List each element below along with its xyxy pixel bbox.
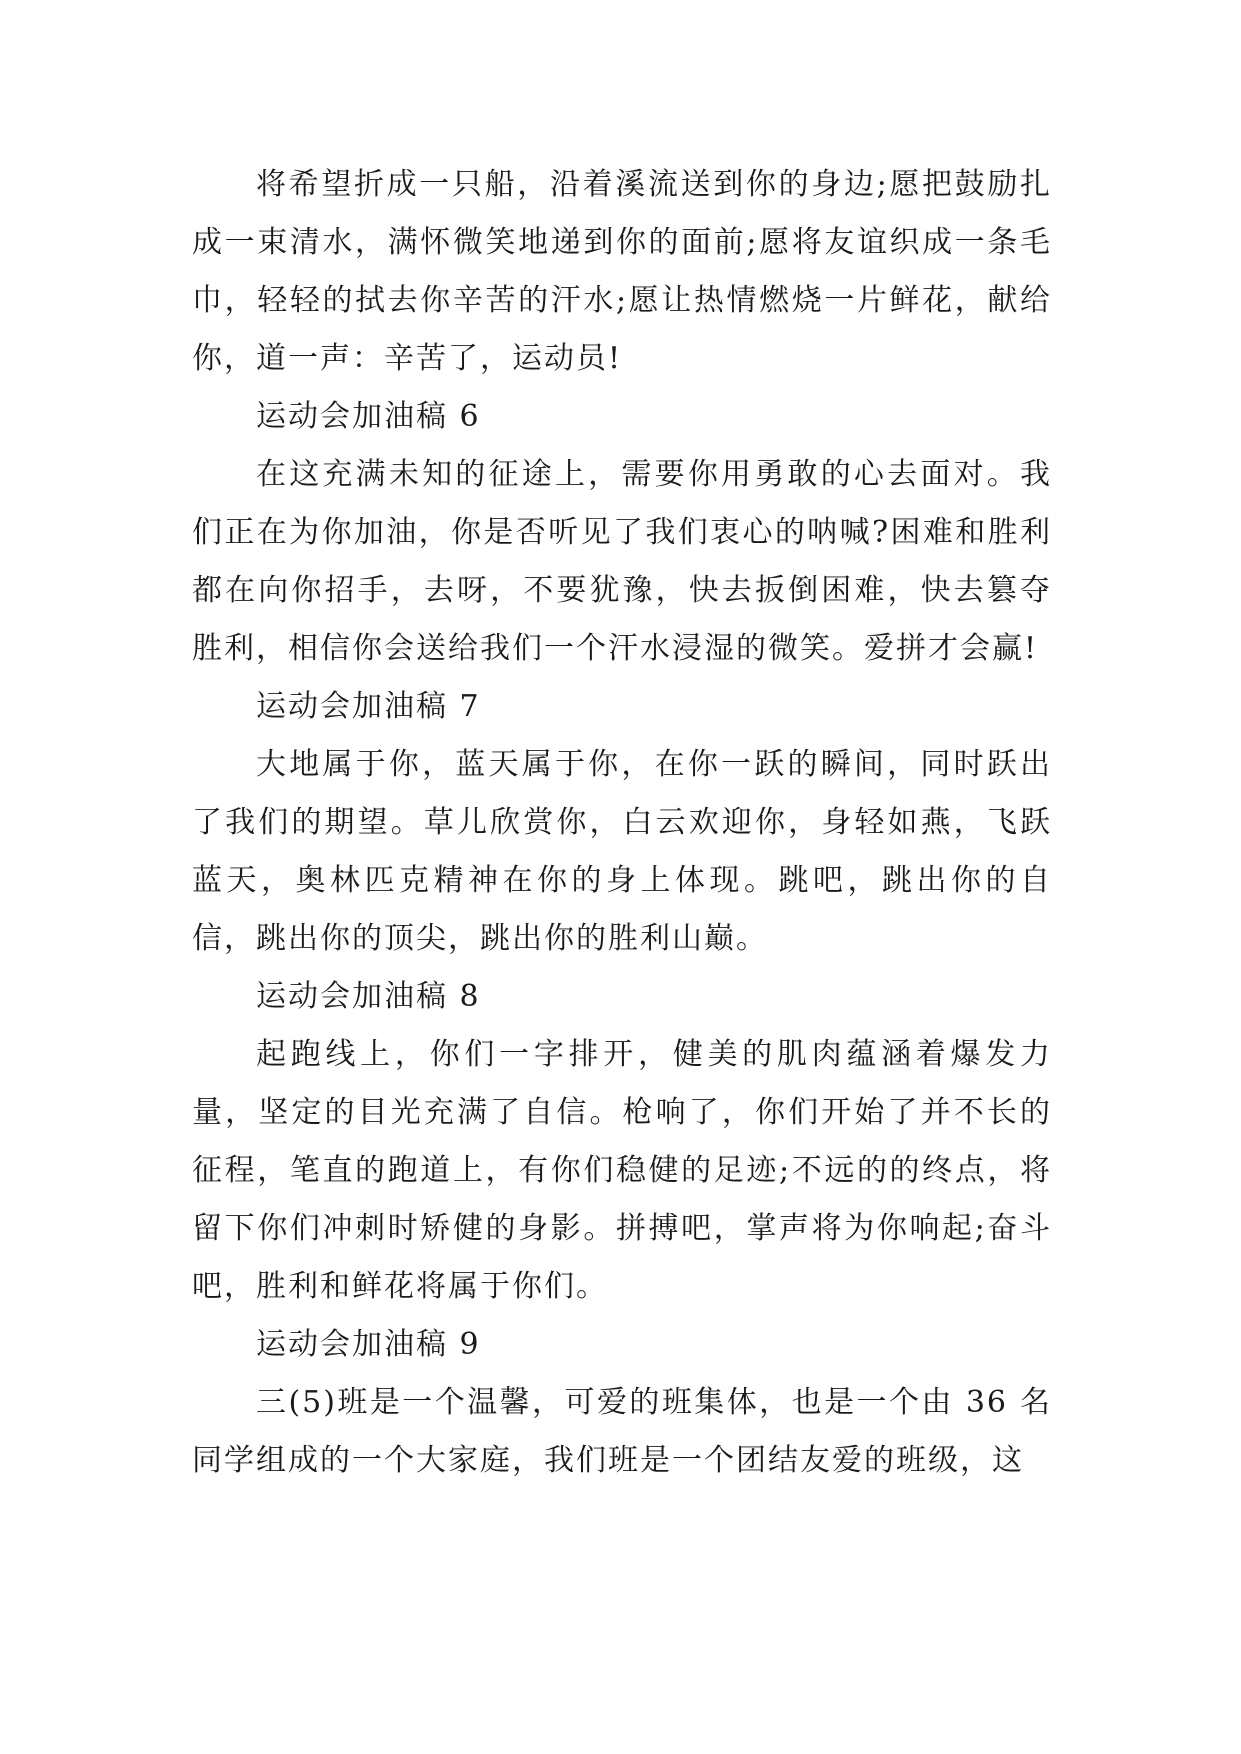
heading-cheer-9: 运动会加油稿 9 (256, 1327, 481, 1362)
heading-cheer-7: 运动会加油稿 7 (256, 689, 481, 724)
paragraph-cheer-9: 三(5)班是一个温馨，可爱的班集体，也是一个由 36 名同学组成的一个大家庭，我们班是一个团结友爱的班级，这 (192, 1385, 1052, 1478)
document-page (192, 156, 1052, 1490)
paragraph-cheer-8: 起跑线上，你们一字排开，健美的肌肉蕴涵着爆发力量，坚定的目光充满了自信。枪响了，你们开始了并不长的征程，笔直的跑道上，有你们稳健的足迹;不远的的终点，将留下你们冲刺时矫健的身影。拼搏吧，掌声将为你响起;奋斗吧，胜利和鲜花将属于你们。 (192, 1037, 1052, 1304)
paragraph-cheer-6: 在这充满未知的征途上，需要你用勇敢的心去面对。我们正在为你加油，你是否听见了我们衷心的呐喊?困难和胜利都在向你招手，去呀，不要犹豫，快去扳倒困难，快去篡夺胜利，相信你会送给我们一个汗水浸湿的微笑。爱拼才会赢! (192, 457, 1052, 666)
heading-cheer-8: 运动会加油稿 8 (256, 979, 481, 1014)
paragraph-cheer-7: 大地属于你，蓝天属于你，在你一跃的瞬间，同时跃出了我们的期望。草儿欣赏你，白云欢迎你，身轻如燕，飞跃蓝天，奥林匹克精神在你的身上体现。跳吧，跳出你的自信，跳出你的顶尖，跳出你的胜利山巅。 (192, 747, 1052, 956)
paragraph-cheer-5: 将希望折成一只船，沿着溪流送到你的身边;愿把鼓励扎成一束清水，满怀微笑地递到你的面前;愿将友谊织成一条毛巾，轻轻的拭去你辛苦的汗水;愿让热情燃烧一片鲜花，献给你，道一声：辛苦了，运动员! (192, 167, 1052, 376)
heading-cheer-6: 运动会加油稿 6 (256, 399, 481, 434)
